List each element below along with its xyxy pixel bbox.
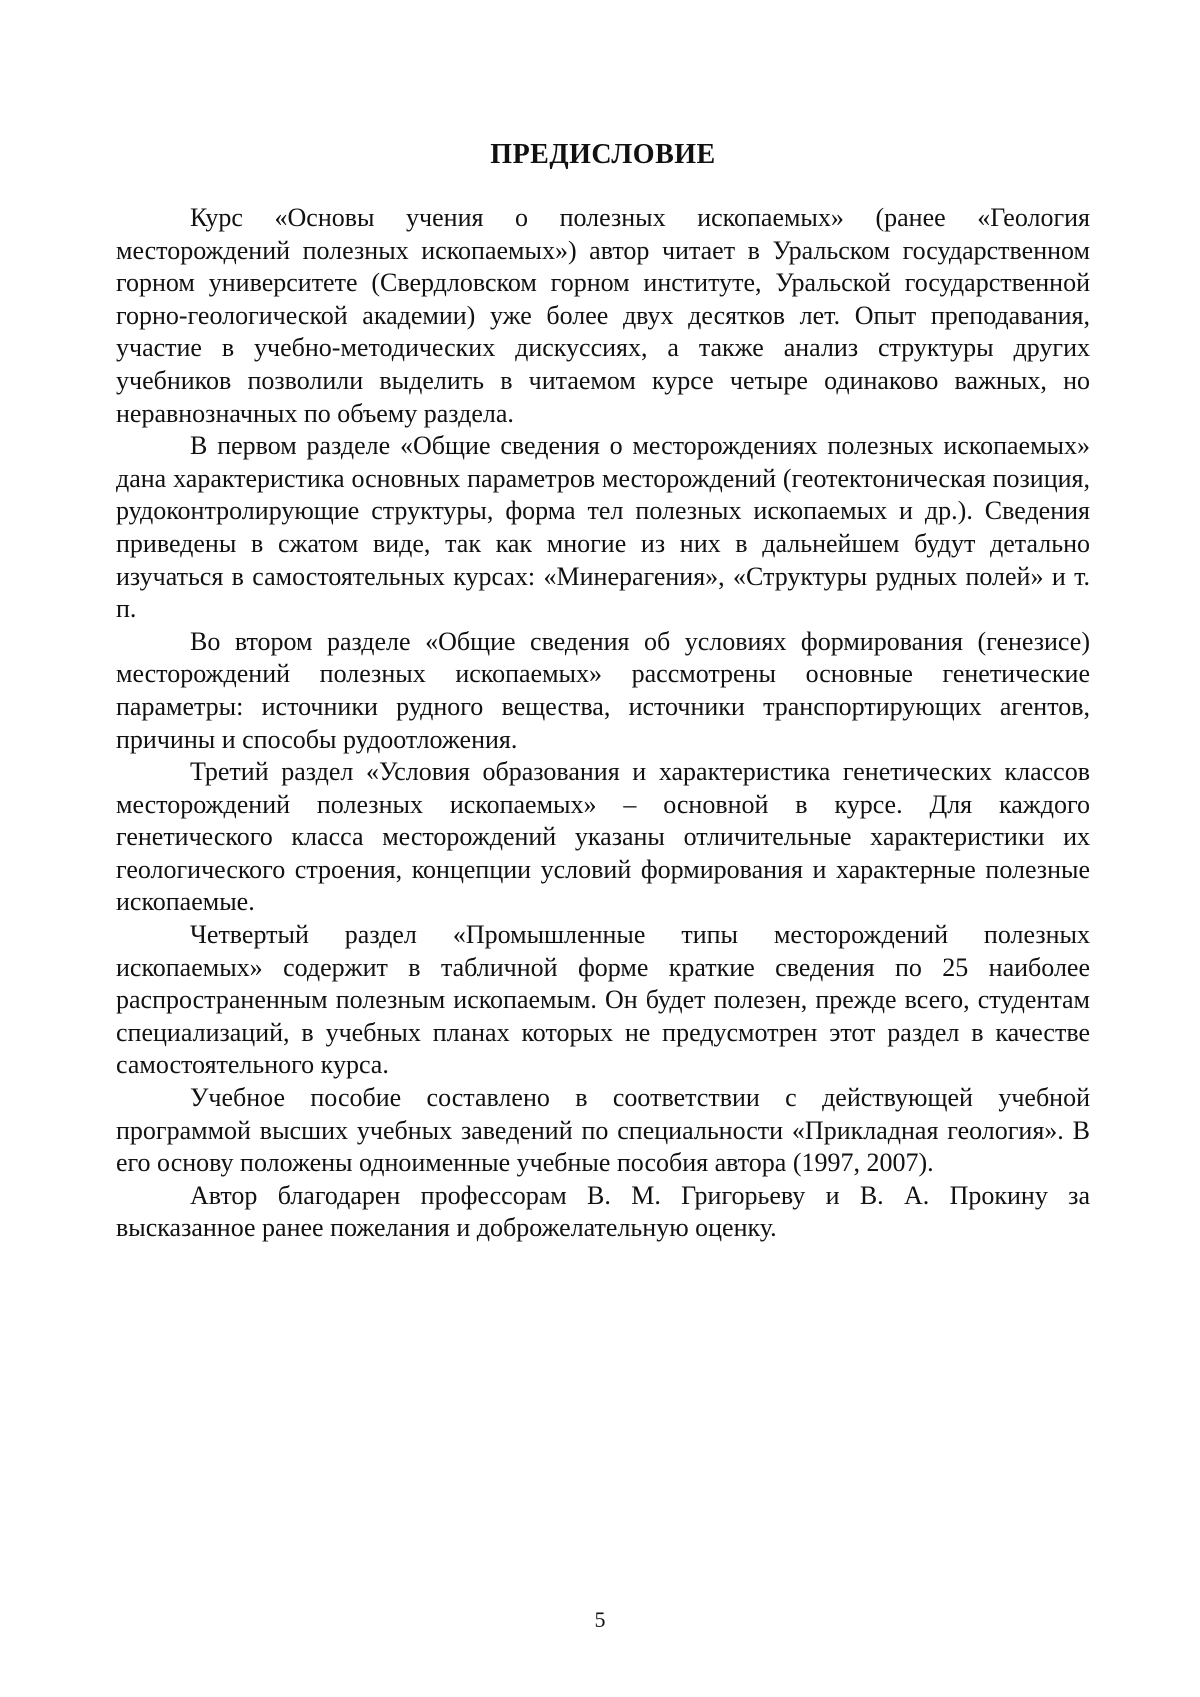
paragraph-5: Четвертый раздел «Промышленные типы месторождений полезных ископаемых» содержит в табличной форме краткие сведения по 25 наиболее распространенным полезным ископаемым. Он будет полезен, прежде всего, студентам специализаций, в учебных планах которых не предусмотрен этот раздел в качестве самостоятельного курса. [116,920,1090,1080]
paragraph-1: Курс «Основы учения о полезных ископаемых» (ранее «Геология месторождений полезных ископаемых») автор читает в Уральском государственном горном университете (Свердловском горном институте, Уральской государственной горно-геологической академии) уже более двух десятков лет. Опыт преподавания, участие в учебно-методических дискуссиях, а также анализ структуры других учебников позволили выделить в читаемом курсе четыре одинаково важных, но неравнозначных по объему раздела. [116,203,1090,428]
page-title: ПРЕДИСЛОВИЕ [490,139,716,170]
paragraph-6: Учебное пособие составлено в соответствии с действующей учебной программой высших учебных заведений по специальности «Прикладная геология». В его основу положены одноименные учебные пособия автора (1997, 2007). [116,1083,1090,1178]
paragraph-2: В первом разделе «Общие сведения о месторождениях полезных ископаемых» дана характеристика основных параметров месторождений (геотектоническая позиция, рудоконтролирующие структуры, форма тел полезных ископаемых и др.). Сведения приведены в сжатом виде, так как многие из них в дальнейшем будут детально изучаться в самостоятельных курсах: «Минерагения», «Структуры рудных полей» и т. п. [116,431,1090,624]
page-number: 5 [594,1607,606,1632]
paragraph-7: Автор благодарен профессорам В. М. Григорьеву и В. А. Прокину за высказанное ранее пожелания и доброжелательную оценку. [116,1180,1090,1243]
page-content [116,138,1090,1245]
paragraph-3: Во втором разделе «Общие сведения об условиях формирования (генезисе) месторождений полезных ископаемых» рассмотрены основные генетические параметры: источники рудного вещества, источники транспортирующих агентов, причины и способы рудоотложения. [116,626,1090,754]
paragraph-4: Третий раздел «Условия образования и характеристика генетических классов месторождений полезных ископаемых» – основной в курсе. Для каждого генетического класса месторождений указаны отличительные характеристики их геологического строения, концепции условий формирования и характерные полезные ископаемые. [116,757,1090,917]
